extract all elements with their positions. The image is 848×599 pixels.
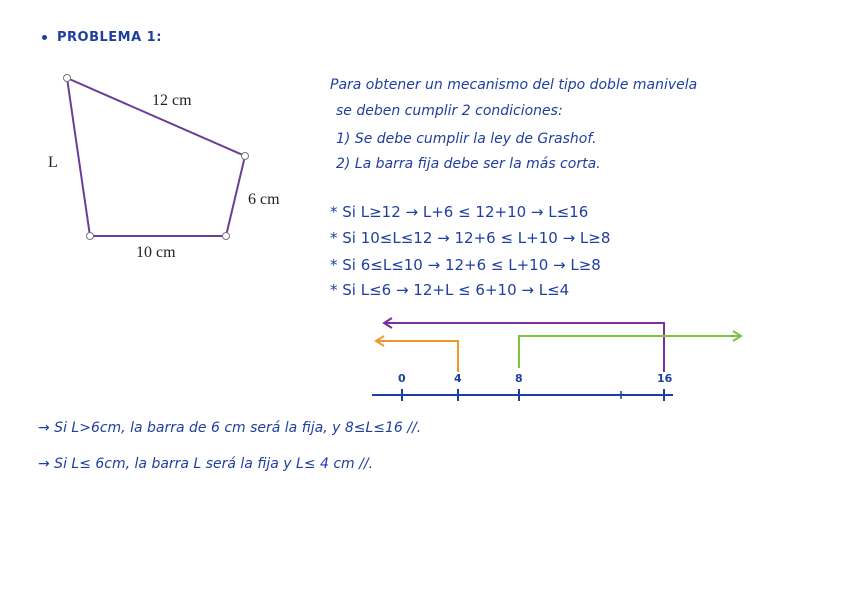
joint-right bbox=[242, 153, 249, 160]
number-line-axis bbox=[372, 389, 673, 401]
range-arrows bbox=[376, 318, 741, 372]
tick-label-8: 8 bbox=[515, 372, 523, 385]
intro-line-1: Para obtener un mecanismo del tipo doble manivela bbox=[330, 77, 698, 93]
case-1: * Si L≥12 → L+6 ≤ 12+10 → L≤16 bbox=[330, 203, 589, 221]
label-right-bar: 6 cm bbox=[248, 191, 280, 208]
purple-range-arrow bbox=[384, 323, 664, 372]
tick-label-16: 16 bbox=[657, 372, 673, 385]
joint-bottom-right bbox=[223, 233, 230, 240]
conclusion-2: → Si L≤ 6cm, la barra L será la fija y L≤ 4 cm //. bbox=[38, 456, 374, 472]
conclusion-1: → Si L>6cm, la barra de 6 cm será la fija, y 8≤L≤16 //. bbox=[38, 420, 422, 436]
green-range-arrow bbox=[519, 336, 741, 368]
case-2: * Si 10≤L≤12 → 12+6 ≤ L+10 → L≥8 bbox=[330, 229, 611, 247]
label-bottom-bar: 10 cm bbox=[136, 244, 176, 261]
label-left-bar: L bbox=[48, 154, 58, 171]
case-4: * Si L≤6 → 12+L ≤ 6+10 → L≤4 bbox=[330, 281, 570, 299]
case-3: * Si 6≤L≤10 → 12+6 ≤ L+10 → L≥8 bbox=[330, 256, 601, 274]
joint-bottom-left bbox=[87, 233, 94, 240]
tick-label-4: 4 bbox=[454, 372, 462, 385]
label-top-bar: 12 cm bbox=[152, 92, 192, 109]
orange-range-arrow bbox=[376, 341, 458, 372]
tick-label-0: 0 bbox=[398, 372, 406, 385]
problem-heading-text: PROBLEMA 1: bbox=[57, 30, 162, 45]
condition-2: 2) La barra fija debe ser la más corta. bbox=[336, 156, 601, 172]
joint-top-left bbox=[64, 75, 71, 82]
intro-line-2: se deben cumplir 2 condiciones: bbox=[336, 103, 563, 119]
condition-1: 1) Se debe cumplir la ley de Grashof. bbox=[336, 131, 597, 147]
